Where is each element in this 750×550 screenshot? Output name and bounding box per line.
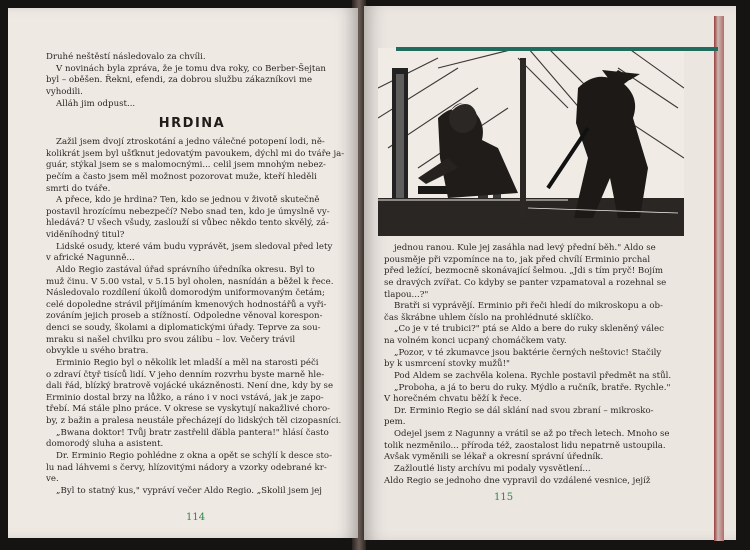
text-line: Dr. Erminio Regio pohlédne z okna a opět se schýlí k desce sto- [56, 450, 333, 461]
text-line: Pod Aldem se zachvěla kolena. Rychle postavil předmět na stůl. [394, 370, 672, 381]
chapter-heading: HRDINA [158, 116, 226, 131]
text-line: viděníhodný titul? [46, 230, 125, 240]
text-line: tlapou...?" [384, 289, 429, 300]
text-line: čas škrábne uhlem číslo na prohlédnuté sklíčko. [384, 312, 594, 323]
text-line: Zažloutlé listy archívu mi podaly vysvětlení... [394, 463, 591, 474]
text-line: dali řád, blízký bratrově vojácké ukázněnosti. Není dne, kdy by se [46, 381, 334, 392]
text-line: o zdraví čtyř tisíců lidí. V jeho denním rozvrhu byste marně hle- [46, 369, 325, 380]
text-line: pem. [384, 417, 406, 428]
text-line: „Proboha, a já to beru do ruky. Mýdlo a ručník, bratře. Rychle." [394, 382, 671, 393]
text-line: třebí. Má stále plno práce. V okrese se vyskytují nakažlivé choro- [46, 404, 331, 415]
left-intro-text [46, 52, 338, 110]
text-line: Alláh jim odpust... [56, 98, 136, 109]
text-line: Druhé neštěstí následovalo za chvíli. [46, 52, 206, 62]
text-line: Erminio dostal brzy na lůžko, a ráno i v noci vstává, jak je zapo- [46, 392, 324, 403]
text-line: muž činu. V 5.00 vstal, v 5.15 byl oholen, nasnídán a běžel k řece. [46, 276, 334, 287]
text-line: na volném konci ucpaný chomáčkem vaty. [384, 336, 567, 346]
text-line: „Bwana doktor! Tvůj bratr zastřelil ďábla pantera!" hlásí často [56, 427, 329, 438]
left-page [8, 8, 358, 538]
text-line: obvykle u svého bratra. [46, 346, 149, 357]
left-body-text [46, 137, 345, 497]
text-line: před ležící, bezmocně skonávající šelmou. „Jdi s tím pryč! Bojím [384, 266, 663, 277]
text-line: Lidské osudy, které vám budu vyprávět, jsem sledoval před lety [56, 241, 333, 252]
ink-drawing-illustration [378, 48, 684, 236]
text-line: Odejel jsem z Nagunny a vrátil se až po třech letech. Mnoho se [394, 429, 670, 439]
text-line: smrti do tváře. [46, 183, 111, 194]
text-line: by k usmrcení stovky mužů!" [384, 359, 510, 370]
right-body-text [384, 243, 689, 487]
text-line: by, z bažin a pralesa neustále přecházejí do lidských těl cizopasníci. [46, 416, 342, 426]
page-number: 115 [494, 492, 514, 503]
text-line: jednou ranou. Kule jej zasáhla nad levý přední běh." Aldo se [394, 243, 656, 253]
text-line: „Pozor, v té zkumavce jsou baktérie černých neštovic! Stačily [394, 347, 662, 358]
text-line: denci se soudy, školami a diplomatickými úřady. Teprve za sou- [46, 323, 321, 333]
text-line: Erminio Regio byl o několik let mladší a měl na starosti péči [56, 357, 319, 368]
text-line: ve. [46, 474, 59, 485]
text-line: Aldo Regio se jednoho dne vypravil do vzdálené vesnice, jejíž [384, 475, 651, 486]
text-line: „Co je v té trubici?" ptá se Aldo a bere do ruky skleněný válec [394, 324, 664, 335]
text-line: guár, stýkal jsem se s malomocnými... celil jsem mnohým nebez- [46, 160, 326, 171]
text-line: pousměje při vzpomínce na to, jak před chvílí Erminio prchal [384, 254, 651, 265]
text-line: lu nad láhvemi s červy, hlízovitými nádory a vzorky odebrané kr- [46, 462, 327, 473]
text-line: „Byl to statný kus," vypráví večer Aldo Regio. „Skolil jsem jej [56, 485, 322, 496]
text-line: postavil hrozícímu nebezpečí? Nebo snad ten, kdo je úmyslně vy- [46, 206, 330, 217]
text-line: V horečném chvatu běží k řece. [384, 394, 522, 405]
illustration-frame-bar [396, 47, 718, 51]
right-page [364, 6, 736, 540]
page-edges [714, 16, 724, 541]
text-line: v africké Nagunně... [46, 253, 135, 264]
text-line: zováním jejich proseb a stížností. Odpoledne věnoval korespon- [46, 311, 323, 322]
text-line: vyhodili. [46, 86, 83, 97]
text-line: byl – oběšen. Řekni, efendi, za dobrou službu zákazníkovi me [46, 75, 313, 86]
text-line: se dravých zvířat. Co kdyby se panter vzpamatoval a rozehnal se [384, 277, 667, 288]
text-line: mraku si našel chvilku pro svou zálibu – lov. Večery trávil [46, 334, 296, 345]
text-line: V novinách byla zpráva, že je tomu dva roky, co Berber-Šejtan [56, 63, 326, 74]
text-line: Následovalo rozdílení úkolů domorodým uniformovaným četám; [46, 288, 325, 299]
text-line: tolik nezměnilo... příroda též, zaostalost lidu nepatrně ustoupila. [384, 440, 666, 451]
page-number: 114 [186, 512, 206, 523]
text-line: celé dopoledne strávil přijímáním kmenových hodnostářů a vyři- [46, 299, 327, 310]
text-line: Bratři si vyprávějí. Erminio při řeči hledí do mikroskopu a ob- [394, 301, 663, 312]
text-line: Aldo Regio zastával úřad správního úředníka okresu. Byl to [56, 264, 315, 275]
text-line: A přece, kdo je hrdina? Ten, kdo se jednou v životě skutečně [56, 195, 320, 206]
text-line: Avšak vyměnili se lékař a okresní správní úředník. [384, 452, 604, 463]
text-line: Dr. Erminio Regio se dál sklání nad svou zbraní – mikrosko- [394, 405, 654, 416]
text-line: hledává? U všech všudy, zaslouží si vůbec někdo tento skvělý, zá- [46, 218, 329, 229]
text-line: pečím a často jsem měl možnost pozorovat muže, kteří hleděli [46, 171, 317, 182]
text-line: kolikrát jsem byl ušťknut jedovatým pavoukem, dýchl mi do tváře ja- [46, 148, 345, 159]
text-line: domorodý sluha a asistent. [46, 439, 164, 450]
text-line: Zažil jsem dvojí ztroskotání a jedno válečné potopení lodi, ně- [56, 137, 325, 147]
